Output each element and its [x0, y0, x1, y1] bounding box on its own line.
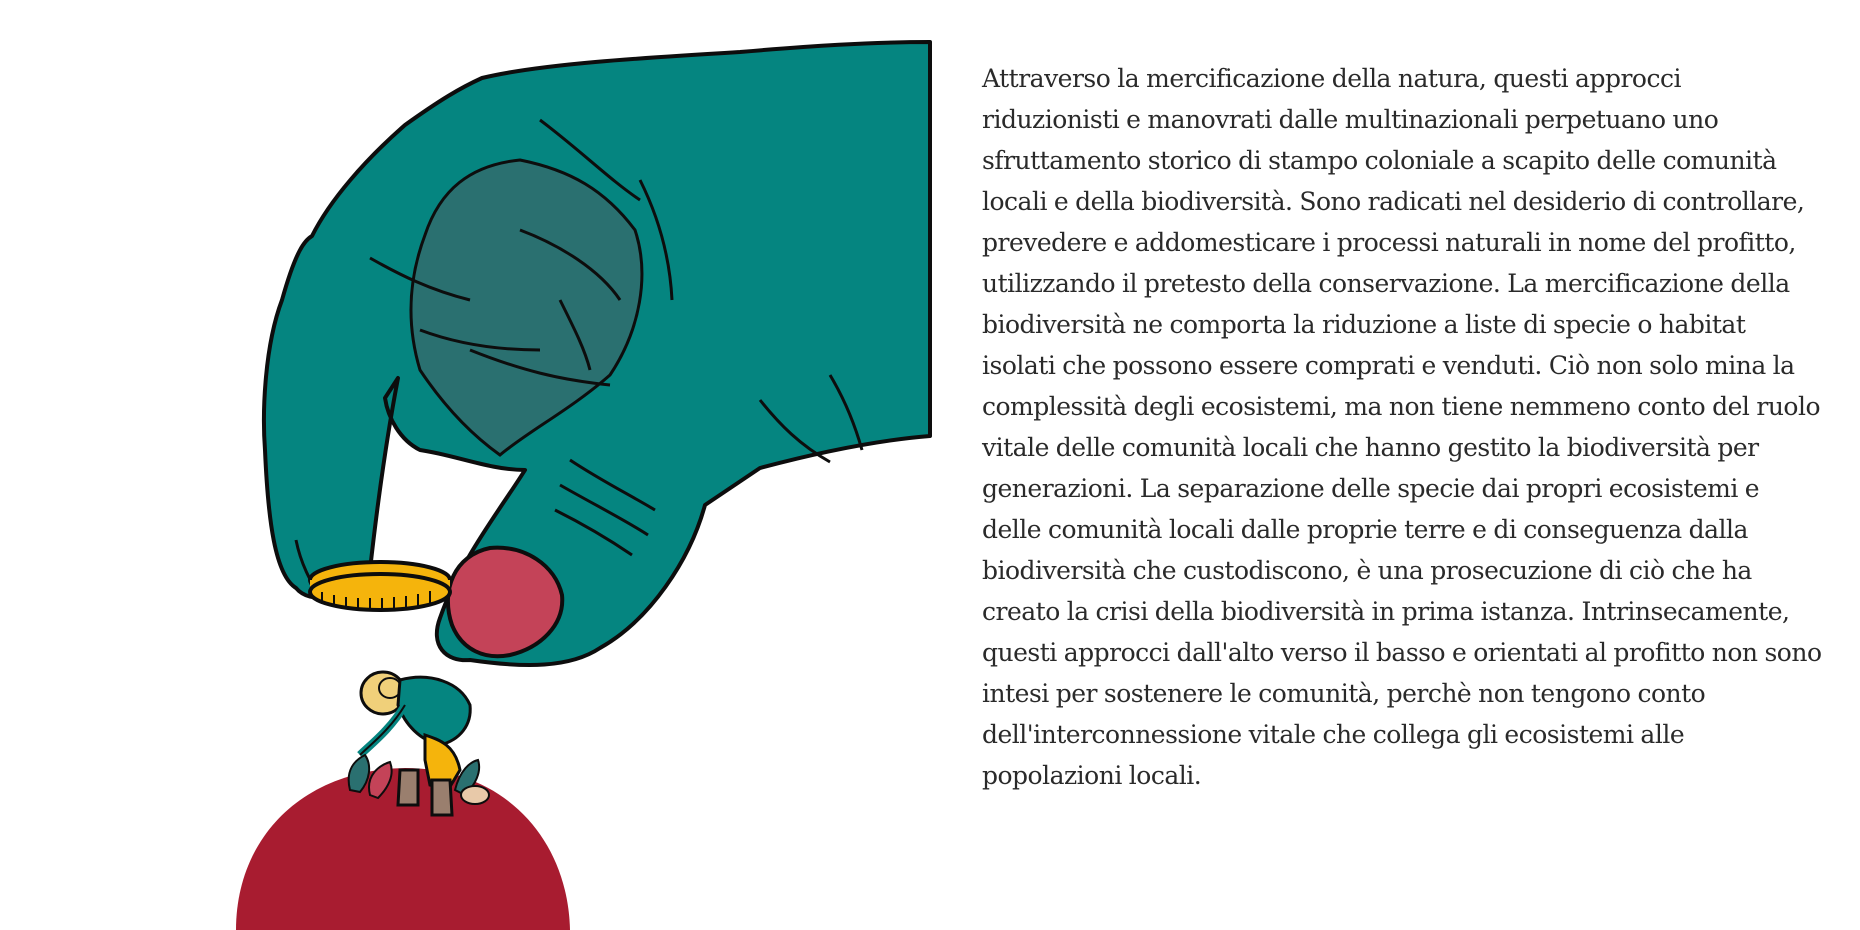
article-body	[982, 58, 1822, 796]
coin-icon	[310, 562, 450, 610]
article-paragraph: Attraverso la mercificazione della natura, questi approcci riduzionisti e manovrati dalle multinazionali perpetuano uno sfruttamento storico di stampo coloniale a scapito delle comunità locali e della biodiversità. Sono radicati nel desiderio di controllare, prevedere e addomesticare i processi naturali in nome del profitto, utilizzando il pretesto della conservazione. La mercificazione della biodiversità ne comporta la riduzione a liste di specie o habitat isolati che possono essere comprati e venduti. Ciò non solo mina la complessità degli ecosistemi, ma non tiene nemmeno conto del ruolo vitale delle comunità locali che hanno gestito la biodiversità per generazioni. La separazione delle specie dai propri ecosistemi e delle comunità locali dalle proprie terre e di conseguenza dalla biodiversità che custodiscono, è una prosecuzione di ciò che ha creato la crisi della biodiversità in prima istanza. Intrinsecamente, questi approcci dall'alto verso il basso e orientati al profitto non sono intesi per sostenere le comunità, perchè non tengono conto dell'interconnessione vitale che collega gli ecosistemi alle popolazioni locali.	[982, 64, 1822, 790]
farmer-icon	[349, 672, 489, 815]
